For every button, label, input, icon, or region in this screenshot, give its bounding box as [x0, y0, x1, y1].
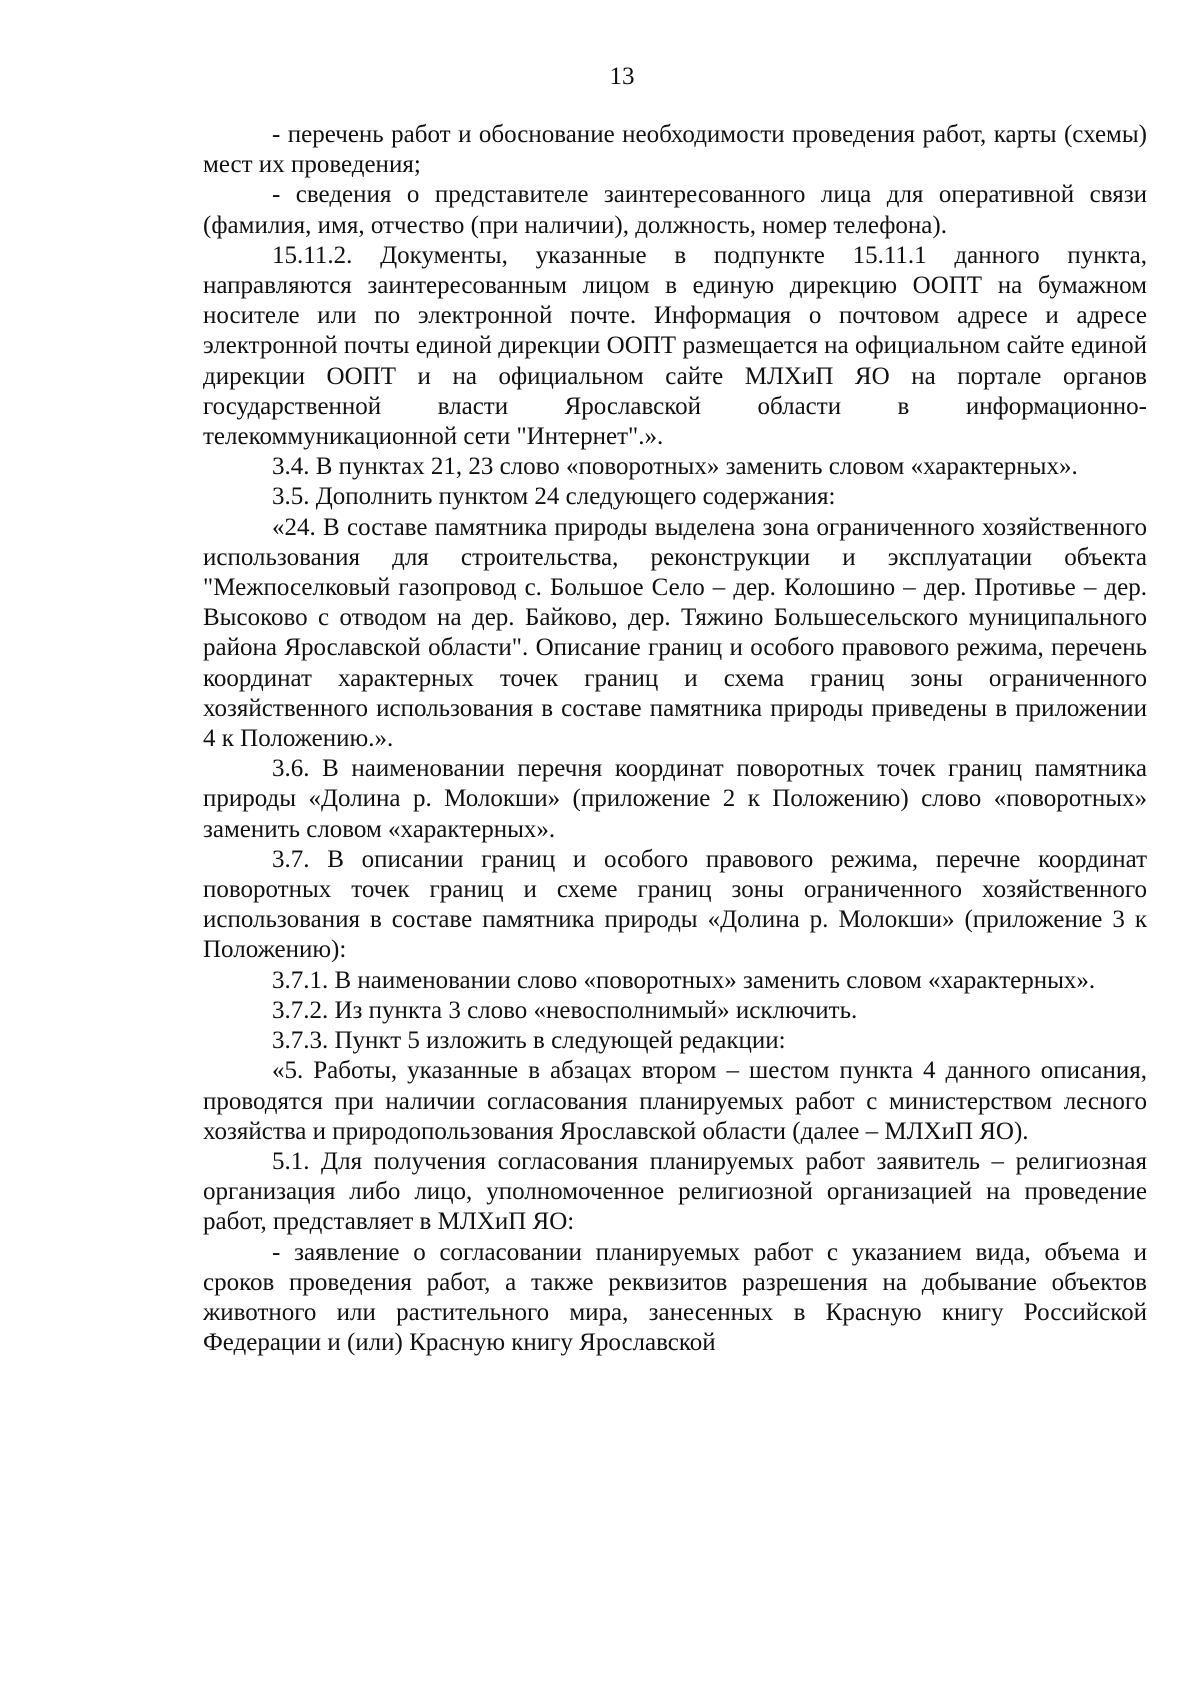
paragraph-list-item-works: - перечень работ и обоснование необходимости проведения работ, карты (схемы) мест их проведения; [203, 121, 1147, 179]
paragraph-3-5: 3.5. Дополнить пунктом 24 следующего содержания: [272, 483, 836, 511]
paragraph-3-4: 3.4. В пунктах 21, 23 слово «поворотных» заменить словом «характерных». [272, 453, 1078, 481]
paragraph-list-item-representative: - сведения о представителе заинтересованного лица для оперативной связи (фамилия, имя, отчество (при наличии), должность, номер телефона). [203, 181, 1147, 239]
document-body [203, 120, 1147, 1358]
paragraph-3-7-2: 3.7.2. Из пункта 3 слово «невосполнимый» исключить. [272, 996, 858, 1024]
paragraph-item-24: «24. В составе памятника природы выделена зона ограниченного хозяйственного использования для строительства, реконструкции и эксплуатации объекта "Межпоселковый газопровод с. Большое Село – дер. Колошино – дер. Противье – дер. Высоково с отводом на дер. Байково, дер. Тяжино Большесельского муниципального района Ярославской области". Описание границ и особого правового режима, перечень координат характерных точек границ и схема границ зоны ограниченного хозяйственного использования в составе памятника природы приведены в приложении 4 к Положению.». [203, 513, 1147, 753]
paragraph-3-7-3: 3.7.3. Пункт 5 изложить в следующей редакции: [272, 1027, 786, 1055]
paragraph-15-11-2: 15.11.2. Документы, указанные в подпункте 15.11.1 данного пункта, направляются заинтересованным лицом в единую дирекцию ООПТ на бумажном носителе или по электронной почте. Информация о почтовом адресе и адресе электронной почты единой дирекции ООПТ размещается на официальном сайте единой дирекции ООПТ и на официальном сайте МЛХиП ЯО на портале органов государственной власти Ярославской области в информационно-телекоммуникационной сети "Интернет".». [203, 241, 1147, 451]
paragraph-3-6: 3.6. В наименовании перечня координат поворотных точек границ памятника природы «Долина р. Молокши» (приложение 2 к Положению) слово «поворотных» заменить словом «характерных». [203, 755, 1147, 843]
paragraph-3-7-1: 3.7.1. В наименовании слово «поворотных» заменить словом «характерных». [272, 966, 1096, 994]
paragraph-3-7: 3.7. В описании границ и особого правового режима, перечне координат поворотных точек границ и схеме границ зоны ограниченного хозяйственного использования в составе памятника природы «Долина р. Молокши» (приложение 3 к Положению): [203, 845, 1147, 964]
paragraph-5-1: 5.1. Для получения согласования планируемых работ заявитель – религиозная организация либо лицо, уполномоченное религиозной организацией на проведение работ, представляет в МЛХиП ЯО: [203, 1147, 1147, 1236]
page-number: 13 [609, 63, 635, 90]
paragraph-list-item-application: - заявление о согласовании планируемых работ с указанием вида, объема и сроков проведения работ, а также реквизитов разрешения на добывание объектов животного или растительного мира, занесенных в Красную книгу Российской Федерации и (или) Красную книгу Ярославской [203, 1238, 1147, 1357]
paragraph-item-5: «5. Работы, указанные в абзацах втором – шестом пункта 4 данного описания, проводятся при наличии согласования планируемых работ с министерством лесного хозяйства и природопользования Ярославской области (далее – МЛХиП ЯО). [203, 1057, 1147, 1145]
